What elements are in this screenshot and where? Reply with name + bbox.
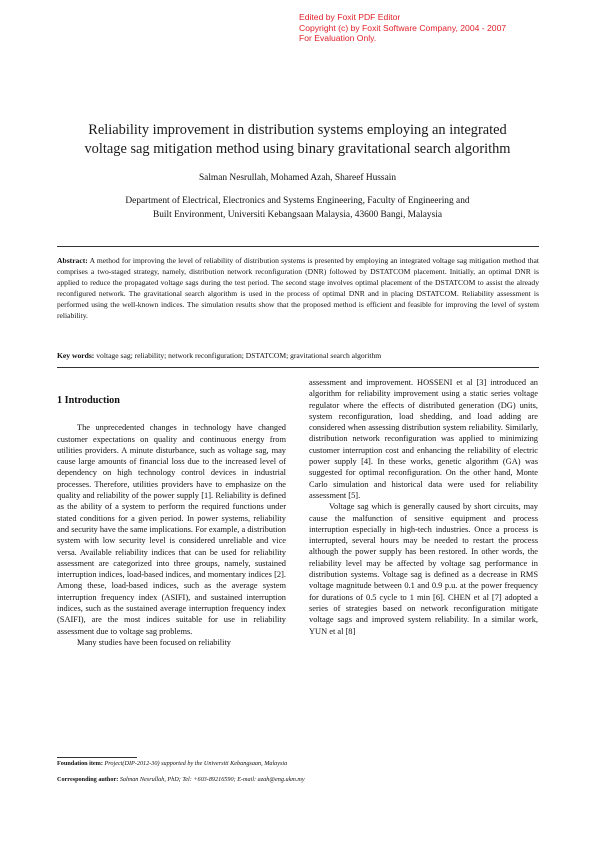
pdf-editor-watermark: [299, 12, 506, 44]
affiliation-line: Department of Electrical, Electronics and Systems Engineering, Faculty of Engineering and: [125, 196, 470, 206]
footnote-text: Project(DIP-2012-30) supported by the Universiti Kebangsaan, Malaysia: [104, 760, 288, 767]
right-column: [309, 377, 538, 637]
title-line: Reliability improvement in distribution systems employing an integrated: [88, 122, 507, 138]
body-paragraph: assessment and improvement. HOSSENI et al [3] introduced an algorithm for reliability improvement using a static series voltage regulator where the effects of distributed generation (DG) units, system reconfiguration, load shedding, and load adding are considered when assessing distribution system reliability. Similarly, distribution network reconfiguration was applied to minimizing customer interruption cost and enhancing the reliability of electric power supply [4]. In these works, genetic algorithm (GA) was suggested for optimal reconfiguration. On the other hand, Monte Carlo simulation and historical data were used for reliability assessment [5].: [309, 378, 538, 500]
body-paragraph: Voltage sag which is generally caused by short circuits, may cause the malfunction of sensitive equipment and process interruption especially in high-tech industries. Once a process is interrupted, several hours may be needed to restart the process although the power supply has been restored. In other words, the reliability level may be affected by voltage sag performance in distribution systems. Voltage sag is defined as a decrease in RMS voltage magnitude between 0.1 and 0.9 p.u. at the power frequency for durations of 0.5 cycle to 1 min [6]. CHEN et al [7] adopted a series of strategies based on network reconfiguration mitigate voltage sags and improved system reliability. In a similar work, YUN et al [8]: [309, 502, 538, 636]
watermark-line: Copyright (c) by Foxit Software Company, 2004 - 2007: [299, 22, 507, 33]
footnote-text: Salman Nesrullah, PhD; Tel: +603-89216590; E-mail: azah@eng.ukm.my: [119, 776, 305, 783]
watermark-line: For Evaluation Only.: [299, 33, 377, 44]
footnote-corresponding: [57, 776, 539, 784]
abstract: [57, 255, 539, 322]
abstract-top-rule: [57, 246, 539, 247]
section-heading: 1 Introduction: [57, 395, 120, 406]
footnote-label: Corresponding author:: [57, 776, 119, 783]
footnote-funding: [57, 760, 539, 768]
keywords-label: Key words:: [57, 351, 95, 360]
abstract-bottom-rule: [57, 367, 539, 368]
body-paragraph: The unprecedented changes in technology have changed customer expectations on quality and continuous energy from utilities providers. A minute disturbance, such as voltage sag, may cause large amounts of financial loss due to the increased level of dependency on high technology control devices in industrial processes. Therefore, utilities providers have to emphasize on the quality and reliability of the power supply [1]. Reliability is defined as the ability of a system to perform the required functions under stated conditions for a given period. In power systems, reliability and security have the same implications. For example, a distribution system with low security level is considered unreliable and vice versa. Available reliability indices that can be used for reliability assessment are categorized into three groups, namely, sustained interruption indices, load-based indices, and momentary indices [2]. Among these, load-based indices, such as the average system interruption frequency index (ASIFI), and sustained interruption indices, such as the sustained average interruption frequency index (SAIFI), are the most indices suitable for use in reliability assessment due to voltage sag problems.: [57, 423, 286, 636]
abstract-label: Abstract:: [57, 256, 88, 265]
affiliation: [40, 195, 555, 222]
footnote-rule: [57, 757, 137, 758]
keywords-text: voltage sag; reliability; network reconfiguration; DSTATCOM; gravitational search algorithm: [96, 351, 382, 360]
watermark-line: Edited by Foxit PDF Editor: [299, 12, 401, 22]
paper-title: [40, 121, 555, 159]
author-list: Salman Nesrullah, Mohamed Azah, Shareef Hussain: [198, 173, 397, 183]
abstract-text: A method for improving the level of reliability of distribution systems is presented by employing an integrated voltage sag mitigation method that comprises a two-staged strategy, namely, distribution network reconfiguration (DNR) followed by DSTATCOM placement. Initially, an optimal DNR is applied to reduce the propagated voltage sags during the test period. The second stage involves optimal placement of the DSTATCOM to assist the already reconfigured network. The gravitational search algorithm is used in the process of optimal DNR and in placing DSTATCOM. Reliability assessment is performed using the well-known indices. The simulation results show that the proposed method is efficient and feasible for improving the level of system reliability.: [57, 256, 539, 321]
keywords: [57, 350, 539, 361]
affiliation-line: Built Environment, Universiti Kebangsaan Malaysia, 43600 Bangi, Malaysia: [152, 209, 442, 220]
title-line: voltage sag mitigation method using binary gravitational search algorithm: [84, 141, 511, 157]
footnotes: [57, 760, 539, 792]
left-column: [57, 377, 286, 648]
body-paragraph: Many studies have been focused on reliability: [77, 637, 231, 647]
footnote-label: Foundation item:: [57, 760, 103, 767]
